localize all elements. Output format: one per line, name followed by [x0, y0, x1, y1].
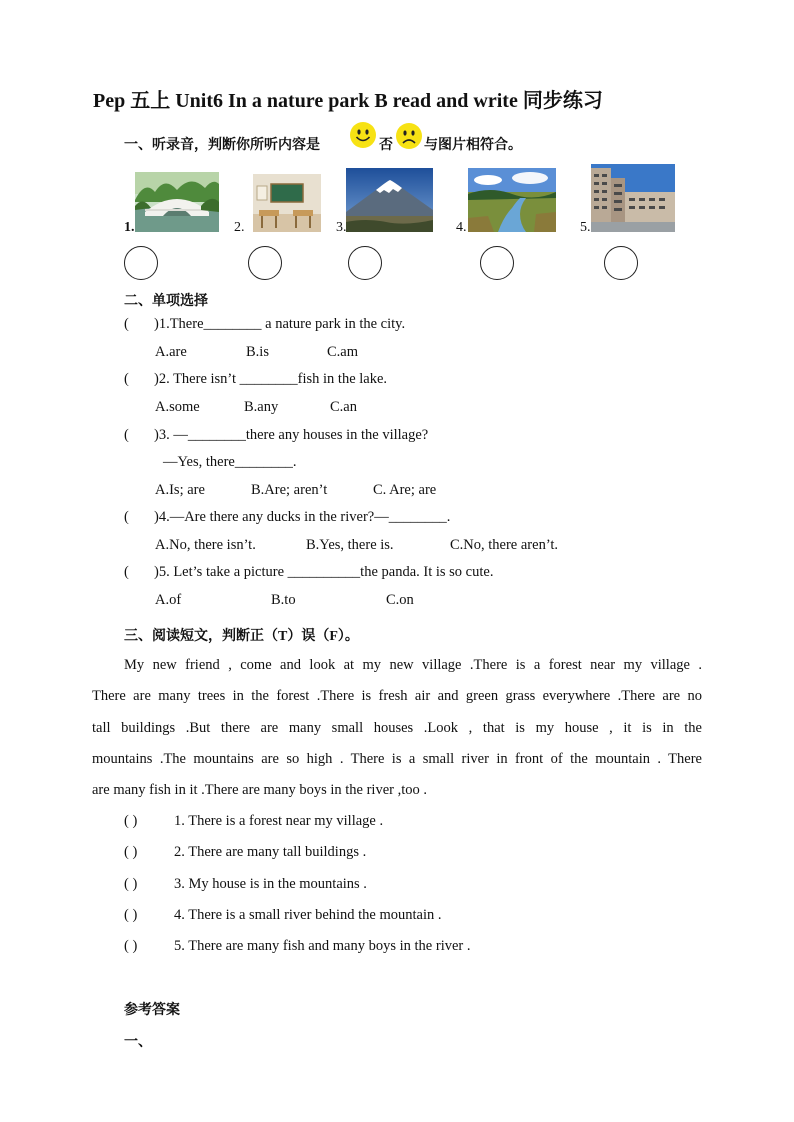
- passage-line-5: are many fish in it .There are many boys in the river ,too .: [92, 782, 428, 798]
- passage-line-1: My new friend , come and look at my new village .There is a forest near my village .: [124, 657, 702, 673]
- q1-option-a: A.are: [155, 344, 187, 360]
- answer-circle-2[interactable]: [248, 246, 282, 280]
- tf-item-1-text: 1. There is a forest near my village .: [174, 813, 384, 829]
- q3-option-b: B.Are; aren’t: [251, 482, 328, 498]
- q3-text2: —Yes, there________.: [163, 454, 297, 470]
- q5-text: )5. Let’s take a picture __________the panda. It is so cute.: [154, 564, 494, 580]
- q3-paren: (: [124, 427, 129, 443]
- q3-option-a: A.Is; are: [155, 482, 205, 498]
- q1-option-b: B.is: [246, 344, 269, 360]
- happy-face-icon: [349, 121, 377, 154]
- q1-text: )1.There________ a nature park in the city.: [154, 316, 406, 332]
- section1-heading-mid: 否: [379, 138, 393, 153]
- q4-option-a: A.No, there isn’t.: [155, 537, 256, 553]
- section1-heading-before: 一、听录音，判断你所听内容是: [124, 138, 320, 153]
- answer-circle-1[interactable]: [124, 246, 158, 280]
- bridge-picture: [135, 172, 219, 232]
- q2-paren: (: [124, 371, 129, 387]
- tf-item-2-paren: ( ): [124, 844, 138, 860]
- page-title: Pep 五上 Unit6 In a nature park B read and write 同步练习: [93, 90, 603, 112]
- tf-item-1-paren: ( ): [124, 813, 138, 829]
- picture-number-1: 1.: [124, 220, 135, 235]
- section3-heading: 三、阅读短文，判断正（T）误（F）。: [124, 629, 359, 644]
- river-picture: [468, 168, 556, 232]
- passage-line-2: There are many trees in the forest .There is fresh air and green grass everywhere .There are no: [92, 688, 702, 704]
- picture-number-5: 5.: [580, 220, 591, 235]
- tf-item-5-text: 5. There are many fish and many boys in the river .: [174, 938, 471, 954]
- sad-face-icon: [395, 122, 423, 155]
- q4-option-c: C.No, there aren’t.: [450, 537, 559, 553]
- passage-line-3: tall buildings .But there are many small houses .Look , that is my house , it is in the: [92, 720, 702, 736]
- q2-option-b: B.any: [244, 399, 279, 415]
- q4-text: )4.—Are there any ducks in the river?—________.: [154, 509, 451, 525]
- tf-item-4-paren: ( ): [124, 907, 138, 923]
- answers-heading: 参考答案: [124, 1003, 180, 1018]
- answers-first: 一、: [124, 1035, 152, 1050]
- q3-text: )3. —________there any houses in the village?: [154, 427, 429, 443]
- tf-item-4-text: 4. There is a small river behind the mountain .: [174, 907, 442, 923]
- section2-heading: 二、单项选择: [124, 294, 208, 309]
- q2-text: )2. There isn’t ________fish in the lake.: [154, 371, 388, 387]
- q4-paren: (: [124, 509, 129, 525]
- q2-option-c: C.an: [330, 399, 357, 415]
- picture-number-3: 3.: [336, 220, 347, 235]
- tf-item-5-paren: ( ): [124, 938, 138, 954]
- q2-option-a: A.some: [155, 399, 200, 415]
- answer-circle-3[interactable]: [348, 246, 382, 280]
- buildings-picture: [591, 164, 675, 232]
- picture-number-2: 2.: [234, 220, 245, 235]
- q5-option-b: B.to: [271, 592, 296, 608]
- section1-heading-after: 与图片相符合。: [424, 138, 522, 153]
- tf-item-3-text: 3. My house is in the mountains .: [174, 876, 367, 892]
- q1-option-c: C.am: [327, 344, 359, 360]
- q3-option-c: C. Are; are: [373, 482, 437, 498]
- classroom-picture: [253, 174, 321, 232]
- tf-item-3-paren: ( ): [124, 876, 138, 892]
- q5-paren: (: [124, 564, 129, 580]
- q4-option-b: B.Yes, there is.: [306, 537, 394, 553]
- answer-circle-5[interactable]: [604, 246, 638, 280]
- q5-option-a: A.of: [155, 592, 182, 608]
- q1-paren: (: [124, 316, 129, 332]
- mountain-picture: [346, 168, 433, 232]
- passage-line-4: mountains .The mountains are so high . There is a small river in front of the mountain . There: [92, 751, 702, 767]
- q5-option-c: C.on: [386, 592, 414, 608]
- tf-item-2-text: 2. There are many tall buildings .: [174, 844, 367, 860]
- picture-number-4: 4.: [456, 220, 467, 235]
- answer-circle-4[interactable]: [480, 246, 514, 280]
